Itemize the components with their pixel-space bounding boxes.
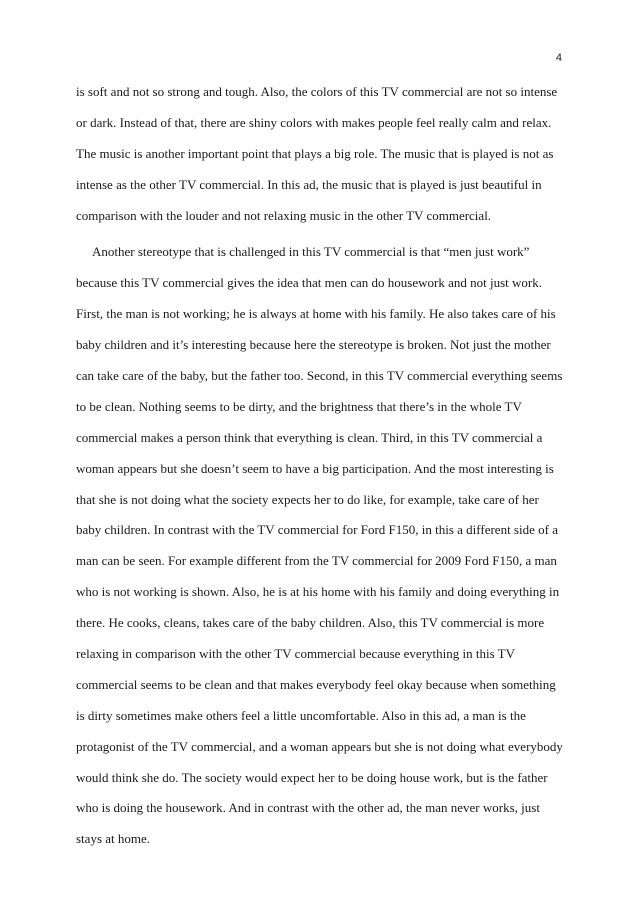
text-line: or dark. Instead of that, there are shiny colors with makes people feel really calm and relax. xyxy=(76,114,552,130)
paragraph-2 xyxy=(76,237,566,855)
text-line: baby children and it’s interesting because here the stereotype is broken. Not just the mother xyxy=(76,337,551,353)
text-line: can take care of the baby, but the father too. Second, in this TV commercial everything seems xyxy=(76,368,563,384)
text-line: man can be seen. For example different from the TV commercial for 2009 Ford F150, a man xyxy=(76,553,557,569)
text-line: commercial seems to be clean and that makes everybody feel okay because when something xyxy=(76,676,556,692)
body-text xyxy=(76,77,566,855)
text-line: woman appears but she doesn’t seem to have a big participation. And the most interesting is xyxy=(76,460,554,476)
text-line: The music is another important point that plays a big role. The music that is played is not as xyxy=(76,145,554,161)
text-line: is soft and not so strong and tough. Also, the colors of this TV commercial are not so intense xyxy=(76,84,558,99)
text-line: Another stereotype that is challenged in this TV commercial is that “men just work” xyxy=(92,244,530,260)
page-number: 4 xyxy=(555,52,562,64)
text-line: who is not working is shown. Also, he is at his home with his family and doing everything in xyxy=(76,584,560,600)
text-line: intense as the other TV commercial. In this ad, the music that is played is just beautiful in xyxy=(76,176,542,192)
text-line: would think she do. The society would expect her to be doing house work, but is the father xyxy=(76,769,548,785)
text-line: First, the man is not working; he is always at home with his family. He also takes care of his xyxy=(76,306,556,322)
text-line: stays at home. xyxy=(76,831,151,847)
text-line: relaxing in comparison with the other TV commercial because everything in this TV xyxy=(76,646,515,662)
text-line: baby children. In contrast with the TV commercial for Ford F150, in this a different side of a xyxy=(76,522,558,538)
text-line: who is doing the housework. And in contrast with the other ad, the man never works, just xyxy=(76,800,540,816)
text-line: there. He cooks, cleans, takes care of the baby children. Also, this TV commercial is more xyxy=(76,615,545,631)
text-line: comparison with the louder and not relaxing music in the other TV commercial. xyxy=(76,207,492,223)
text-line: because this TV commercial gives the idea that men can do housework and not just work. xyxy=(76,275,542,291)
text-line: protagonist of the TV commercial, and a woman appears but she is not doing what everybody xyxy=(76,738,563,754)
text-line: to be clean. Nothing seems to be dirty, and the brightness that there’s in the whole TV xyxy=(76,398,522,414)
paragraph-1 xyxy=(76,77,566,231)
text-line: is dirty sometimes make others feel a little uncomfortable. Also in this ad, a man is the xyxy=(76,707,526,723)
text-line: commercial makes a person think that everything is clean. Third, in this TV commercial a xyxy=(76,429,543,445)
text-line: that she is not doing what the society expects her to do like, for example, take care of her xyxy=(76,491,539,507)
